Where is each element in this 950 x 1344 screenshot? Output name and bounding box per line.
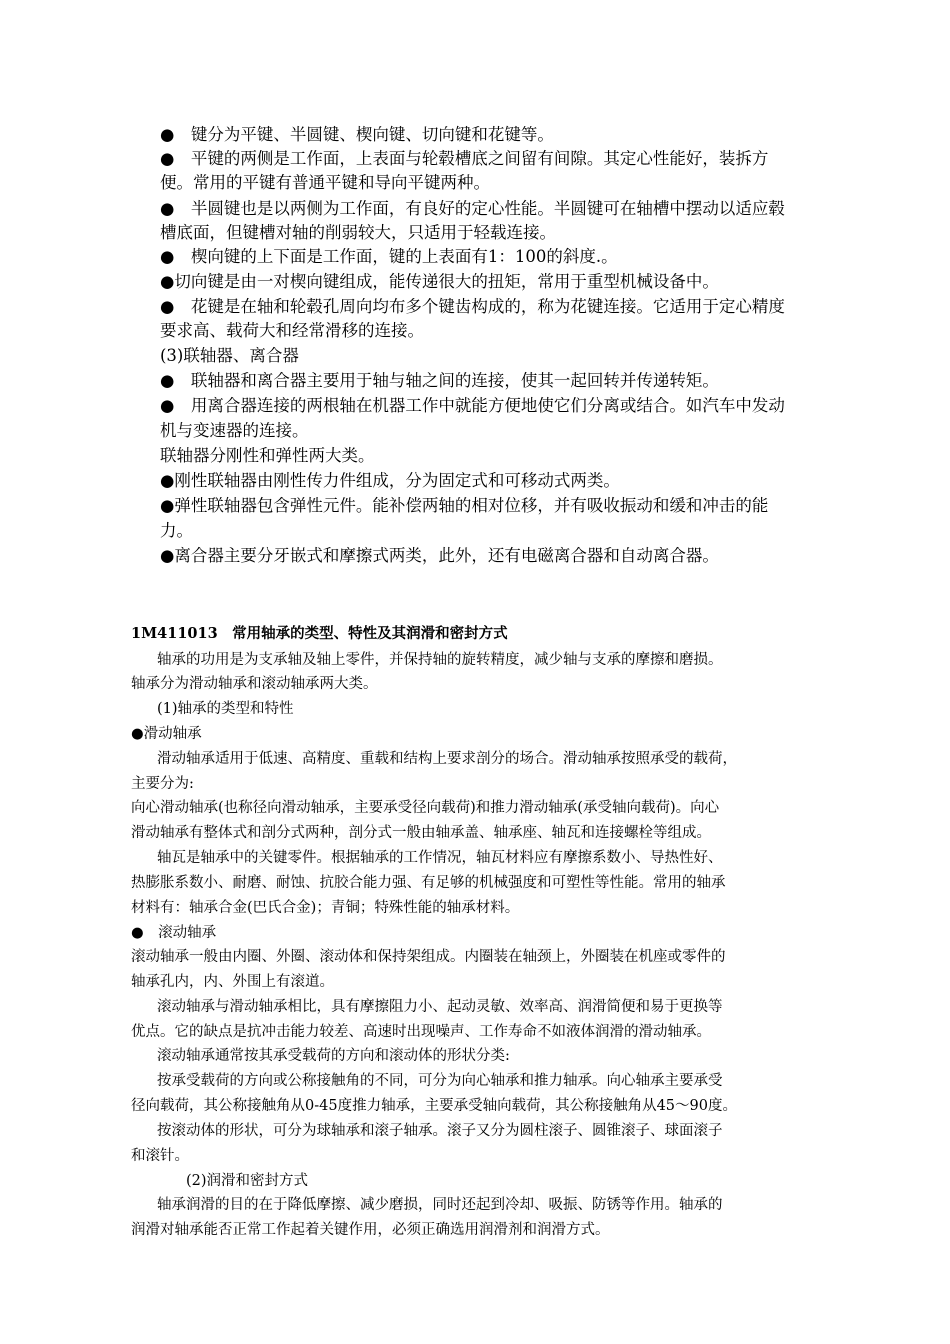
bullet-clutch-use: ● 用离合器连接的两根轴在机器工作中就能方便地使它们分离或结合。如汽车中发动	[160, 396, 785, 415]
text-line: 机与变速器的连接。	[160, 421, 309, 440]
text-line: 滚动轴承一般由内圈、外圈、滚动体和保持架组成。内圈装在轴颈上，外圈装在机座或零件的	[131, 949, 726, 965]
text-line: 热膨胀系数小、耐磨、耐蚀、抗胶合能力强、有足够的机械强度和可塑性等性能。常用的轴承	[131, 875, 726, 891]
bullet-rigid-coupling: ●刚性联轴器由刚性传力件组成，分为固定式和可移动式两类。	[160, 471, 620, 490]
text-line: 轴承孔内，内、外围上有滚道。	[131, 974, 334, 990]
text-line: 优点。它的缺点是抗冲击能力较差、高速时出现噪声、工作寿命不如液体润滑的滑动轴承。	[131, 1024, 711, 1040]
text-line: 润滑对轴承能否正常工作起着关键作用，必须正确选用润滑剂和润滑方式。	[131, 1222, 610, 1238]
text-line: 轴瓦是轴承中的关键零件。根据轴承的工作情况，轴瓦材料应有摩擦系数小、导热性好、	[157, 850, 723, 866]
bullet-coupling-use: ● 联轴器和离合器主要用于轴与轴之间的连接，使其一起回转并传递转矩。	[160, 371, 719, 390]
subheading-bearing-types: (1)轴承的类型和特性	[157, 701, 294, 717]
bullet-spline: ● 花键是在轴和轮毂孔周向均布多个键齿构成的，称为花键连接。它适用于定心精度	[160, 297, 785, 316]
text-line: 滚动轴承通常按其承受载荷的方向和滚动体的形状分类:	[157, 1048, 510, 1064]
section-heading: 1M411013 常用轴承的类型、特性及其润滑和密封方式	[131, 625, 508, 642]
bullet-flat-key: ● 平键的两侧是工作面，上表面与轮毂槽底之间留有间隙。其定心性能好，装拆方	[160, 149, 769, 168]
text-line: 轴承润滑的目的在于降低摩擦、减少磨损，同时还起到冷却、吸振、防锈等作用。轴承的	[157, 1197, 723, 1213]
bullet-sliding-bearing: ●滑动轴承	[131, 726, 202, 742]
text-line: 轴承分为滑动轴承和滚动轴承两大类。	[131, 676, 378, 692]
text-line: 和滚针。	[131, 1148, 189, 1164]
text-line: 按滚动体的形状，可分为球轴承和滚子轴承。滚子又分为圆柱滚子、圆锥滚子、球面滚子	[157, 1123, 723, 1139]
text-line: 便。常用的平键有普通平键和导向平键两种。	[160, 173, 490, 192]
subheading-lubrication: (2)润滑和密封方式	[186, 1173, 309, 1189]
bullet-clutch-types: ●离合器主要分牙嵌式和摩擦式两类，此外，还有电磁离合器和自动离合器。	[160, 546, 719, 565]
bullet-key-types: ● 键分为平键、半圆键、楔向键、切向键和花键等。	[160, 125, 554, 144]
text-line: 轴承的功用是为支承轴及轴上零件，并保持轴的旋转精度，减少轴与支承的摩擦和磨损。	[157, 652, 723, 668]
bullet-elastic-coupling: ●弹性联轴器包含弹性元件。能补偿两轴的相对位移，并有吸收振动和缓和冲击的能	[160, 496, 769, 515]
text-line: 槽底面，但键槽对轴的削弱较大，只适用于轻载连接。	[160, 223, 556, 242]
bullet-tangential-key: ●切向键是由一对楔向键组成，能传递很大的扭矩，常用于重型机械设备中。	[160, 272, 719, 291]
text-line: 材料有：轴承合金(巴氏合金)；青铜；特殊性能的轴承材料。	[131, 900, 520, 916]
text-line: 滚动轴承与滑动轴承相比，具有摩擦阻力小、起动灵敏、效率高、润滑简便和易于更换等	[157, 999, 723, 1015]
bullet-wedge-key: ● 楔向键的上下面是工作面，键的上表面有1：100的斜度.。	[160, 247, 618, 266]
text-line: 向心滑动轴承(也称径向滑动轴承，主要承受径向载荷)和推力滑动轴承(承受轴向载荷)。向心	[131, 800, 720, 816]
bullet-rolling-bearing: ● 滚动轴承	[131, 925, 217, 941]
text-line: 滑动轴承有整体式和剖分式两种，剖分式一般由轴承盖、轴承座、轴瓦和连接螺栓等组成。	[131, 825, 711, 841]
text-line: 径向载荷，其公称接触角从0-45度推力轴承，主要承受轴向载荷，其公称接触角从45～90度。	[131, 1098, 737, 1114]
text-line: 力。	[160, 521, 193, 540]
text-line: 要求高、载荷大和经常滑移的连接。	[160, 321, 424, 340]
text-line: 主要分为:	[131, 776, 194, 792]
subheading-couplings: (3)联轴器、离合器	[160, 346, 299, 365]
bullet-half-round-key: ● 半圆键也是以两侧为工作面，有良好的定心性能。半圆键可在轴槽中摆动以适应毂	[160, 199, 785, 218]
text-line: 按承受载荷的方向或公称接触角的不同，可分为向心轴承和推力轴承。向心轴承主要承受	[157, 1073, 723, 1089]
text-line: 滑动轴承适用于低速、高精度、重载和结构上要求剖分的场合。滑动轴承按照承受的载荷，	[157, 751, 737, 767]
text-line: 联轴器分刚性和弹性两大类。	[160, 446, 375, 465]
